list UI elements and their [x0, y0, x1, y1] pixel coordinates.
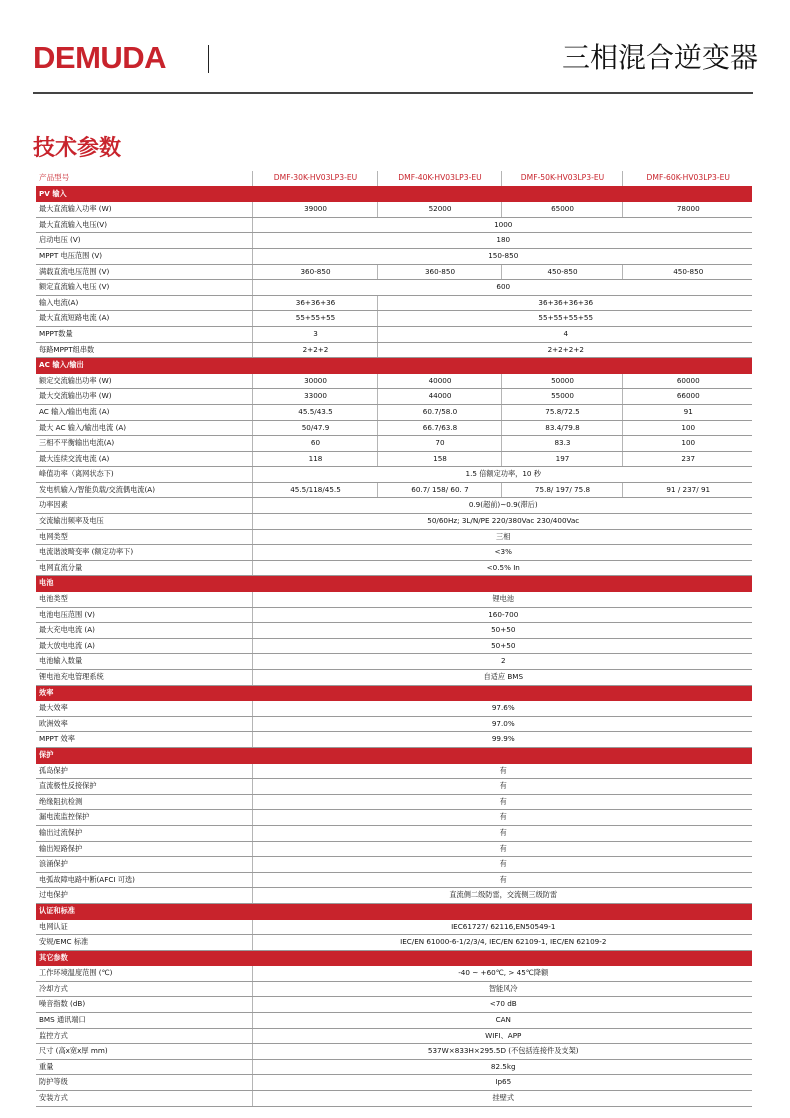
spec-value: 158: [377, 451, 501, 467]
spec-value: IEC61727/ 62116,EN50549-1: [252, 919, 752, 935]
spec-value: 有: [252, 779, 752, 795]
spec-row: [36, 545, 752, 561]
spec-label: 启动电压 (V): [36, 233, 252, 249]
section-title: 技术参数: [33, 136, 122, 161]
spec-row: [36, 233, 752, 249]
spec-row: [36, 841, 752, 857]
spec-row: [36, 482, 752, 498]
spec-row: [36, 997, 752, 1013]
spec-value: 65000: [501, 202, 622, 218]
spec-value: <0.5% In: [252, 560, 752, 576]
spec-row: [36, 670, 752, 686]
spec-value: 自适应 BMS: [252, 670, 752, 686]
spec-value: 智能风冷: [252, 981, 752, 997]
spec-row: [36, 1044, 752, 1060]
spec-row: [36, 295, 752, 311]
spec-row: [36, 404, 752, 420]
spec-value: 600: [252, 280, 752, 296]
section-header-row: [36, 685, 752, 701]
spec-value: 75.8/72.5: [501, 404, 622, 420]
spec-value: 82.5kg: [252, 1059, 752, 1075]
spec-row: [36, 373, 752, 389]
spec-value: -40 ~ +60℃, > 45℃降额: [252, 966, 752, 982]
spec-value: 55000: [501, 389, 622, 405]
header-divider: [208, 45, 209, 73]
spec-label: 最大直流短路电流 (A): [36, 311, 252, 327]
spec-value: 75.8/ 197/ 75.8: [501, 482, 622, 498]
spec-label: 尺寸 (高x宽x厚 mm): [36, 1044, 252, 1060]
model-label: 产品型号: [36, 171, 252, 186]
spec-label: 电池类型: [36, 592, 252, 608]
spec-row: [36, 825, 752, 841]
spec-label: 电弧故障电路中断(AFCI 可选): [36, 872, 252, 888]
spec-label: 输出过流保护: [36, 825, 252, 841]
spec-value: 360-850: [252, 264, 377, 280]
spec-label: 最大效率: [36, 701, 252, 717]
spec-row: [36, 202, 752, 218]
spec-label: 最大放电电流 (A): [36, 638, 252, 654]
spec-value: 66000: [622, 389, 752, 405]
spec-label: 交流输出频率及电压: [36, 514, 252, 530]
spec-value: 150-850: [252, 248, 752, 264]
spec-value: 三相: [252, 529, 752, 545]
spec-value: 有: [252, 872, 752, 888]
spec-value: 91: [622, 404, 752, 420]
spec-value: 有: [252, 857, 752, 873]
spec-row: [36, 1028, 752, 1044]
spec-value: <70 dB: [252, 997, 752, 1013]
spec-row: [36, 451, 752, 467]
section-header: PV 输入: [36, 186, 752, 202]
section-header: 保护: [36, 747, 752, 763]
spec-value: 97.6%: [252, 701, 752, 717]
spec-label: 功率因素: [36, 498, 252, 514]
spec-row: [36, 529, 752, 545]
spec-row: [36, 935, 752, 951]
spec-value: 60.7/58.0: [377, 404, 501, 420]
spec-value: 1000: [252, 217, 752, 233]
spec-row: [36, 1059, 752, 1075]
spec-value: 52000: [377, 202, 501, 218]
spec-value: 78000: [622, 202, 752, 218]
spec-row: [36, 779, 752, 795]
spec-value: 挂壁式: [252, 1091, 752, 1107]
spec-row: [36, 498, 752, 514]
spec-label: 绝缘阻抗检测: [36, 794, 252, 810]
spec-value: 有: [252, 810, 752, 826]
spec-label: 发电机输入/智能负载/交流偶电流(A): [36, 482, 252, 498]
spec-value: 4: [377, 326, 752, 342]
spec-label: 电网直流分量: [36, 560, 252, 576]
spec-row: [36, 716, 752, 732]
spec-value: 36+36+36+36: [377, 295, 752, 311]
spec-row: [36, 311, 752, 327]
section-header: 认证和标准: [36, 903, 752, 919]
spec-value: 537W×833H×295.5D (不包括连接件及支架): [252, 1044, 752, 1060]
section-header-row: [36, 358, 752, 374]
spec-value: IEC/EN 61000-6-1/2/3/4, IEC/EN 62109-1, IEC/EN 62109-2: [252, 935, 752, 951]
spec-value: 66.7/63.8: [377, 420, 501, 436]
spec-value: 197: [501, 451, 622, 467]
spec-row: [36, 654, 752, 670]
section-header: 其它参数: [36, 950, 752, 966]
spec-label: 漏电流监控保护: [36, 810, 252, 826]
spec-label: 最大直流输入电压(V): [36, 217, 252, 233]
spec-value: 45.5/118/45.5: [252, 482, 377, 498]
spec-value: 33000: [252, 389, 377, 405]
spec-label: 最大充电电流 (A): [36, 623, 252, 639]
spec-label: 输出短路保护: [36, 841, 252, 857]
spec-value: 36+36+36: [252, 295, 377, 311]
model-name: DMF-30K-HV03LP3-EU: [252, 171, 377, 186]
spec-label: 电池电压范围 (V): [36, 607, 252, 623]
spec-row: [36, 919, 752, 935]
section-header-row: [36, 950, 752, 966]
spec-label: 三相不平衡输出电流(A): [36, 436, 252, 452]
spec-label: 工作环境温度范围 (℃): [36, 966, 252, 982]
spec-value: 39000: [252, 202, 377, 218]
model-name: DMF-60K-HV03LP3-EU: [622, 171, 752, 186]
spec-value: 直流侧二级防雷，交流侧三级防雷: [252, 888, 752, 904]
spec-value: 237: [622, 451, 752, 467]
spec-label: 电流谐波畸变率 (额定功率下): [36, 545, 252, 561]
spec-label: 孤岛保护: [36, 763, 252, 779]
spec-label: 安装方式: [36, 1091, 252, 1107]
spec-row: [36, 326, 752, 342]
spec-value: 55+55+55: [252, 311, 377, 327]
spec-value: 450-850: [622, 264, 752, 280]
spec-row: [36, 857, 752, 873]
spec-label: 最大交流输出功率 (W): [36, 389, 252, 405]
spec-value: 3: [252, 326, 377, 342]
spec-row: [36, 732, 752, 748]
spec-label: 额定直流输入电压 (V): [36, 280, 252, 296]
spec-value: 160-700: [252, 607, 752, 623]
spec-label: MPPT数量: [36, 326, 252, 342]
spec-row: [36, 1013, 752, 1029]
spec-label: 安规/EMC 标准: [36, 935, 252, 951]
section-header-row: [36, 903, 752, 919]
spec-label: 最大直流输入功率 (W): [36, 202, 252, 218]
spec-label: MPPT 电压范围 (V): [36, 248, 252, 264]
spec-row: [36, 514, 752, 530]
section-header-row: [36, 747, 752, 763]
spec-label: 电池输入数量: [36, 654, 252, 670]
spec-label: 重量: [36, 1059, 252, 1075]
spec-value: 有: [252, 825, 752, 841]
spec-value: 2+2+2+2: [377, 342, 752, 358]
header-rule: [33, 92, 753, 94]
spec-label: 额定交流输出功率 (W): [36, 373, 252, 389]
spec-label: 电网认证: [36, 919, 252, 935]
spec-row: [36, 389, 752, 405]
spec-row: [36, 592, 752, 608]
spec-value: 100: [622, 436, 752, 452]
spec-value: 2: [252, 654, 752, 670]
spec-value: 55+55+55+55: [377, 311, 752, 327]
spec-label: 满载直流电压范围 (V): [36, 264, 252, 280]
spec-value: 50+50: [252, 638, 752, 654]
spec-value: 83.3: [501, 436, 622, 452]
spec-value: 有: [252, 794, 752, 810]
spec-row: [36, 638, 752, 654]
spec-label: 锂电池充电管理系统: [36, 670, 252, 686]
spec-label: 每路MPPT组串数: [36, 342, 252, 358]
model-name: DMF-50K-HV03LP3-EU: [501, 171, 622, 186]
spec-value: 60000: [622, 373, 752, 389]
section-header: 电池: [36, 576, 752, 592]
spec-value: 锂电池: [252, 592, 752, 608]
spec-row: [36, 420, 752, 436]
spec-value: 40000: [377, 373, 501, 389]
spec-value: 50/47.9: [252, 420, 377, 436]
spec-label: 输入电流(A): [36, 295, 252, 311]
spec-label: 防护等级: [36, 1075, 252, 1091]
spec-row: [36, 1075, 752, 1091]
spec-value: Ip65: [252, 1075, 752, 1091]
spec-value: 91 / 237/ 91: [622, 482, 752, 498]
spec-label: 冷却方式: [36, 981, 252, 997]
spec-row: [36, 560, 752, 576]
spec-row: [36, 248, 752, 264]
spec-value: 有: [252, 763, 752, 779]
spec-value: 60: [252, 436, 377, 452]
spec-value: 99.9%: [252, 732, 752, 748]
spec-value: 30000: [252, 373, 377, 389]
spec-label: 监控方式: [36, 1028, 252, 1044]
spec-row: [36, 763, 752, 779]
spec-label: 电网类型: [36, 529, 252, 545]
spec-label: 直流极性反接保护: [36, 779, 252, 795]
spec-table: [36, 171, 752, 1107]
spec-label: MPPT 效率: [36, 732, 252, 748]
section-header: AC 输入/输出: [36, 358, 752, 374]
document-title: 三相混合逆变器: [561, 41, 758, 74]
brand-logo: DEMUDA: [33, 40, 167, 75]
model-header-row: [36, 171, 752, 186]
spec-value: 0.9(超前)~0.9(滞后): [252, 498, 752, 514]
spec-label: 最大 AC 输入/输出电流 (A): [36, 420, 252, 436]
spec-value: 100: [622, 420, 752, 436]
spec-row: [36, 794, 752, 810]
spec-label: 最大连续交流电流 (A): [36, 451, 252, 467]
spec-label: 噪音指数 (dB): [36, 997, 252, 1013]
spec-value: 45.5/43.5: [252, 404, 377, 420]
spec-value: 83.4/79.8: [501, 420, 622, 436]
spec-value: 97.0%: [252, 716, 752, 732]
spec-label: 峰值功率（离网状态下): [36, 467, 252, 483]
spec-row: [36, 280, 752, 296]
spec-value: 360-850: [377, 264, 501, 280]
spec-row: [36, 467, 752, 483]
spec-label: BMS 通讯端口: [36, 1013, 252, 1029]
spec-label: 欧洲效率: [36, 716, 252, 732]
spec-value: 70: [377, 436, 501, 452]
spec-value: 180: [252, 233, 752, 249]
spec-table-body: [36, 171, 752, 1106]
spec-value: 2+2+2: [252, 342, 377, 358]
model-name: DMF-40K-HV03LP3-EU: [377, 171, 501, 186]
spec-value: 有: [252, 841, 752, 857]
spec-value: 1.5 倍额定功率，10 秒: [252, 467, 752, 483]
spec-label: 过电保护: [36, 888, 252, 904]
spec-row: [36, 607, 752, 623]
spec-row: [36, 810, 752, 826]
spec-value: 50+50: [252, 623, 752, 639]
spec-row: [36, 342, 752, 358]
spec-row: [36, 436, 752, 452]
spec-row: [36, 888, 752, 904]
spec-value: 44000: [377, 389, 501, 405]
spec-row: [36, 217, 752, 233]
section-header: 效率: [36, 685, 752, 701]
spec-row: [36, 701, 752, 717]
spec-value: 450-850: [501, 264, 622, 280]
spec-row: [36, 966, 752, 982]
spec-value: CAN: [252, 1013, 752, 1029]
spec-row: [36, 264, 752, 280]
spec-value: 50000: [501, 373, 622, 389]
spec-row: [36, 981, 752, 997]
section-header-row: [36, 186, 752, 202]
spec-row: [36, 872, 752, 888]
spec-row: [36, 623, 752, 639]
spec-value: 118: [252, 451, 377, 467]
spec-value: WIFI、APP: [252, 1028, 752, 1044]
section-header-row: [36, 576, 752, 592]
spec-value: <3%: [252, 545, 752, 561]
spec-value: 50/60Hz; 3L/N/PE 220/380Vac 230/400Vac: [252, 514, 752, 530]
spec-label: 浪涌保护: [36, 857, 252, 873]
spec-row: [36, 1091, 752, 1107]
spec-value: 60.7/ 158/ 60. 7: [377, 482, 501, 498]
spec-label: AC 输入/输出电流 (A): [36, 404, 252, 420]
